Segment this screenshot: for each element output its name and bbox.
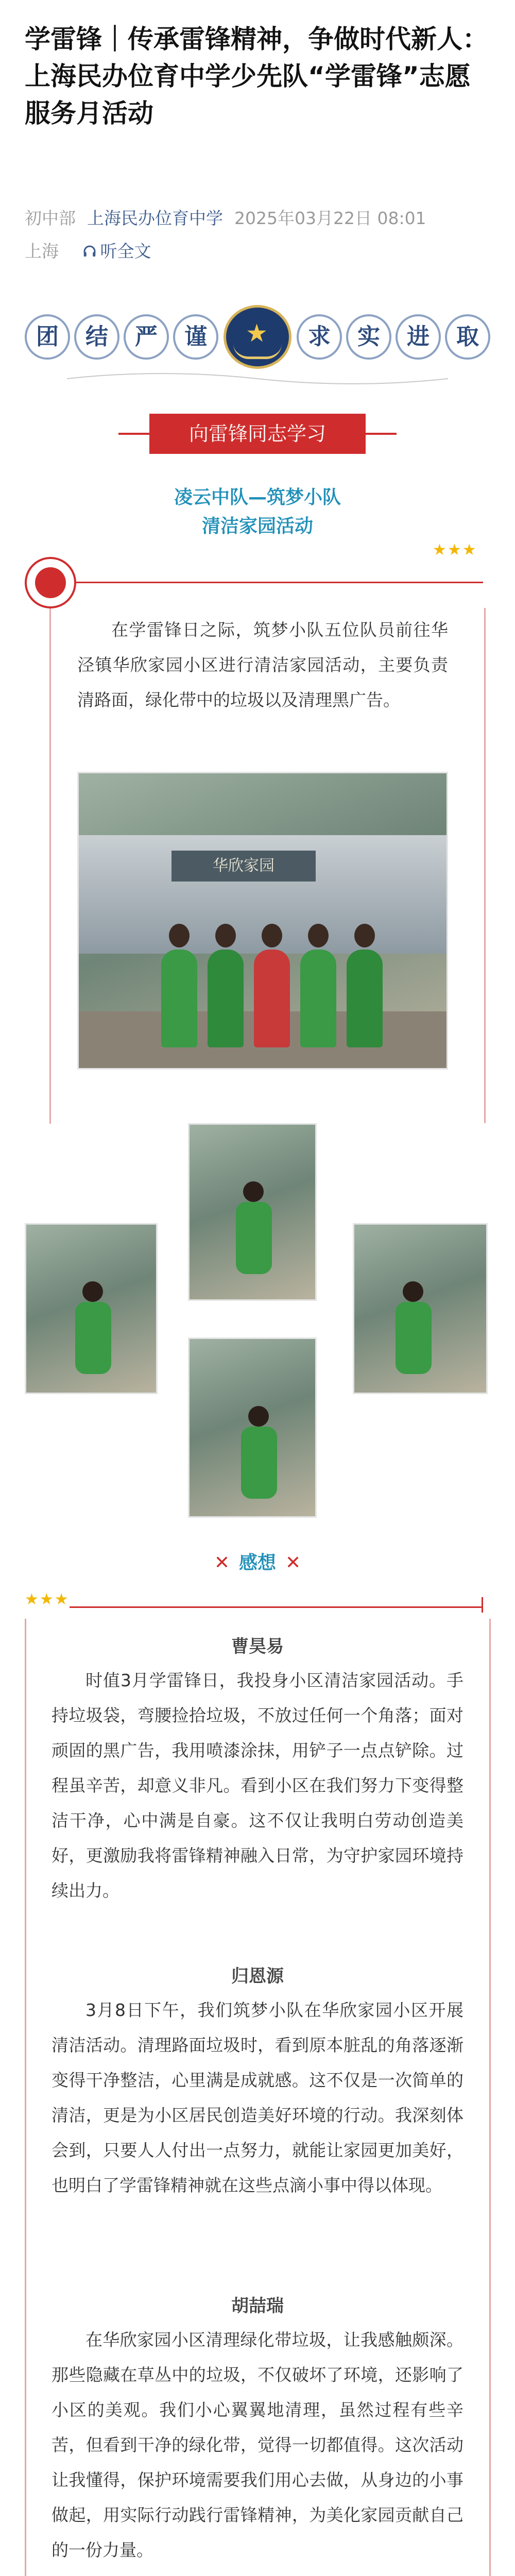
reflection-author: 胡喆瑞 <box>231 2296 284 2316</box>
account-link[interactable]: 上海民办位育中学 <box>87 208 223 228</box>
listen-button[interactable] <box>82 241 151 261</box>
activity-photo-group[interactable] <box>77 772 448 1070</box>
red-rule <box>70 1606 482 1608</box>
activity-photo[interactable] <box>188 1123 317 1301</box>
slogan-char: 结 <box>74 314 119 360</box>
article-meta <box>25 205 490 229</box>
stars-decoration-icon: ★★★ <box>25 1590 70 1608</box>
slogan-char: 取 <box>445 314 490 360</box>
publish-time: 2025年03月22日 08:01 <box>234 208 426 228</box>
frame-line-left <box>49 608 51 1124</box>
reflection-text: 3月8日下午，我们筑梦小队在华欣家园小区开展清洁活动。清理路面垃圾时，看到原本脏乱的角落逐渐变得干净整洁，心里满是成就感。这不仅是一次简单的清洁，更是为小区居民创造美好环境的行动。我深刻体会到，只要人人付出一点努力，就能让家园更加美好，也明白了学雷锋精神就在这些点滴小事中得以体现。 <box>52 2000 464 2195</box>
stars-decoration-icon: ★★★ <box>433 541 477 559</box>
reflection-label: 感想 <box>238 1552 276 1573</box>
headphone-icon <box>82 244 97 259</box>
frame-line-left <box>25 1619 26 2576</box>
slogan-banner <box>25 305 490 369</box>
reflection-text: 时值3月学雷锋日，我投身小区清洁家园活动。手持垃圾袋，弯腰捡拾垃圾，不放过任何一个角落；面对顽固的黑广告，我用喷漆涂抹，用铲子一点点铲除。过程虽辛苦，却意义非凡。看到小区在我们努力下变得整洁干净，心中满是自豪。这不仅让我明白劳动创造美好，更激励我将雷锋精神融入日常，为守护家园环境持续出力。 <box>52 1670 464 1901</box>
slogan-char: 进 <box>396 314 441 360</box>
reflection-author: 曹昊易 <box>231 1636 284 1657</box>
subtitle-activity: 清洁家园活动 <box>201 516 313 537</box>
listen-label: 听全文 <box>100 241 151 261</box>
section-subtitle <box>103 483 412 541</box>
article-title: 学雷锋｜传承雷锋精神，争做时代新人：上海民办位育中学少先队“学雷锋”志愿服务月活动 <box>25 24 488 128</box>
reflection-header: ✕ 感想 ✕ <box>214 1552 301 1573</box>
photo-sign-text: 华欣家园 <box>171 851 316 882</box>
grade-label: 初中部 <box>25 208 76 228</box>
activity-photo[interactable] <box>188 1337 317 1518</box>
red-tick <box>482 1597 483 1613</box>
slogan-char: 团 <box>25 314 70 360</box>
frame-line-right <box>484 608 486 1123</box>
subtitle-team: 凌云中队—筑梦小队 <box>174 487 341 508</box>
slogan-char: 实 <box>346 314 391 360</box>
slogan-char: 求 <box>297 314 342 360</box>
frame-line-right <box>489 1619 491 2576</box>
ornament-divider <box>67 368 448 389</box>
activity-photo[interactable] <box>25 1223 158 1394</box>
red-rule <box>76 582 483 583</box>
section-banner: 向雷锋同志学习 <box>149 414 366 454</box>
intro-paragraph: 在学雷锋日之际，筑梦小队五位队员前往华泾镇华欣家园小区进行清洁家园活动，主要负责清路面，绿化带中的垃圾以及清理黑广告。 <box>77 620 448 710</box>
location-label: 上海 <box>25 241 59 261</box>
slogan-char: 严 <box>124 314 169 360</box>
reflection-author: 归恩源 <box>231 1966 284 1987</box>
slogan-char: 谨 <box>173 314 218 360</box>
activity-photo[interactable] <box>353 1223 488 1394</box>
reflection-text: 在华欣家园小区清理绿化带垃圾，让我感触颇深。那些隐藏在草丛中的垃圾，不仅破坏了环境，还影响了小区的美观。我们小心翼翼地清理，虽然过程有些辛苦，但看到干净的绿化带，觉得一切都值得。这次活动让我懂得，保护环境需要我们用心去做，从身边的小事做起，用实际行动践行雷锋精神，为美化家园贡献自己的一份力量。 <box>52 2330 464 2560</box>
article-meta-2 <box>25 238 151 262</box>
red-dot-icon <box>35 567 66 598</box>
school-badge-icon: ★ <box>224 305 291 369</box>
